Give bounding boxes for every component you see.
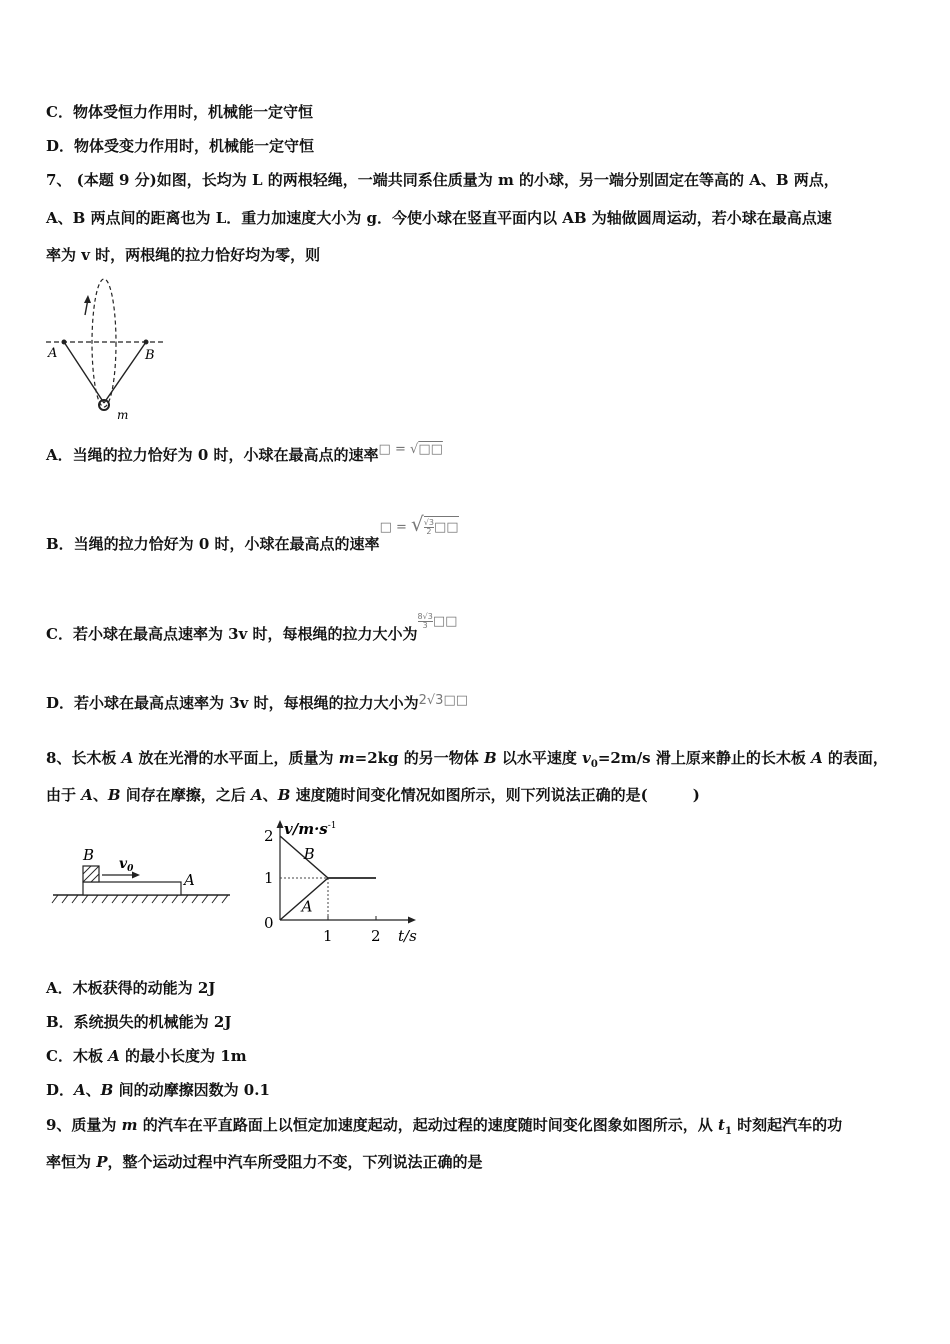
q8-block-figure [50,840,235,915]
series-label-a: A [301,897,313,916]
q7-stem-line3: 率为 v 时，两根绳的拉力恰好均为零，则 [46,246,321,264]
label-v0: $v_0$ [119,856,134,874]
option-d-formula: 2√3□□ [418,693,469,708]
y-axis-label: $v/m\cdot s^{-1}$ [284,820,337,838]
q7-stem-line1: 7、 (本题 9 分)如图，长均为 L 的两根轻绳，一端共同系住质量为 m 的小球，另一端分别固定在等高的 A、B 两点， [46,171,839,189]
option-b-formula: □ = √ $\frac{√3}{2}$ □□ [379,512,459,536]
label-a: A [184,871,195,889]
q9-stem-line2: 率恒为 P，整个运动过程中汽车所受阻力不变，下列说法正确的是 [46,1153,483,1171]
motion-arrow-head [84,295,91,303]
y-tick-label: 1 [264,869,274,887]
series-line-b [280,836,376,878]
q8-option-a: A．木板获得的动能为 2J [46,979,216,997]
point-b [144,340,149,345]
label-m: m [117,408,129,422]
q9-stem-line1: 9、质量为 m 的汽车在平直路面上以恒定加速度起动，起动过程的速度随时间变化图象如图所示，从 $t_1$ 时刻起汽车的功 [46,1116,843,1137]
point-a [62,340,67,345]
rope-b [104,342,146,403]
x-tick-label: 1 [323,927,333,945]
q8-stem-line1: 8、长木板 A 放在光滑的水平面上，质量为 m=2kg 的另一物体 B 以水平速度 $v_0=2m/s$ 滑上原来静止的长木板 A 的表面， [46,749,888,770]
y-tick-label: 2 [264,827,274,845]
label-a: A [48,346,58,361]
q7-option-c: C．若小球在最高点速率为 3v 时，每根绳的拉力大小为 $\frac{8√3}{3}$ □□ [46,612,458,643]
chart-ticks [264,827,381,945]
option-c-formula: $\frac{8√3}{3}$ □□ [417,612,458,630]
series-label-b: B [303,844,315,863]
q6-option-c: C．物体受恒力作用时，机械能一定守恒 [46,103,313,121]
q8-option-b: B．系统损失的机械能为 2J [46,1013,232,1031]
x-axis-arrow [408,917,416,924]
label-b: B [83,846,95,864]
q8-option-d: D．A、B 间的动摩擦因数为 0.1 [46,1081,270,1099]
y-axis-arrow [277,820,284,828]
q8-option-c: C．木板 A 的最小长度为 1m [46,1047,247,1065]
q7-figure [44,275,169,420]
q6-option-d: D．物体受变力作用时，机械能一定守恒 [46,137,315,155]
x-axis-label: t/s [398,927,417,945]
option-a-formula: □ = √□□ [378,442,443,457]
circular-path [92,279,116,407]
origin-label: 0 [264,914,274,932]
q7-option-b: B．当绳的拉力恰好为 0 时，小球在最高点的速率□ = √ $\frac{√3}{2}$ □□ [46,512,459,553]
ground-hatch [52,895,228,903]
q8-vt-chart [258,812,423,947]
q7-stem-line2: A、B 两点间的距离也为 L．重力加速度大小为 g．今使小球在竖直平面内以 AB 为轴做圆周运动，若小球在最高点速 [46,209,832,227]
board-a [83,882,181,895]
rope-a [64,342,104,403]
q8-stem-line2: 由于 A、B 间存在摩擦，之后 A、B 速度随时间变化情况如图所示，则下列说法正确的是( ) [46,786,700,804]
q7-option-a: A．当绳的拉力恰好为 0 时，小球在最高点的速率□ = √□□ [46,442,443,464]
q7-option-d: D．若小球在最高点速率为 3v 时，每根绳的拉力大小为2√3□□ [46,693,469,712]
x-tick-label: 2 [371,927,381,945]
label-b: B [145,348,155,363]
